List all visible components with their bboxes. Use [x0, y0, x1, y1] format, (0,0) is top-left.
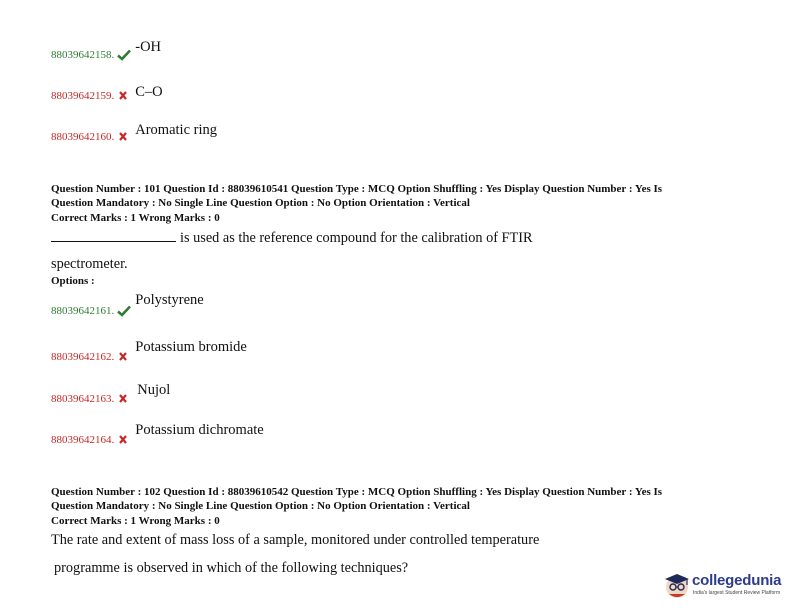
- cross-icon: [117, 90, 131, 102]
- check-icon: [117, 305, 131, 317]
- option-row: [51, 382, 171, 405]
- option-id: 88039642161.: [51, 305, 115, 317]
- option-text: C–O: [135, 84, 163, 100]
- question-text-line: spectrometer.: [51, 256, 128, 272]
- cross-icon: [117, 434, 131, 446]
- option-row: [51, 292, 204, 317]
- question-text-line: is used as the reference compound for the calibration of FTIR: [180, 230, 533, 246]
- option-text: Aromatic ring: [135, 122, 217, 138]
- question-text: [51, 229, 533, 246]
- option-text: Nujol: [137, 382, 171, 398]
- option-id: 88039642164.: [51, 434, 115, 446]
- fill-blank: [51, 229, 176, 242]
- options-label: Options :: [51, 275, 95, 287]
- collegedunia-logo: [662, 570, 786, 604]
- question-meta-line: Question Mandatory : No Single Line Question Option : No Option Orientation : Vertical: [51, 197, 470, 209]
- option-text: -OH: [135, 39, 162, 55]
- option-row: [51, 39, 162, 61]
- logo-wordmark: collegedunia: [692, 572, 782, 589]
- option-text: Polystyrene: [135, 292, 204, 308]
- option-id: 88039642158.: [51, 49, 115, 61]
- logo-tagline: India's largest Student Review Platform: [693, 590, 781, 596]
- option-id: 88039642163.: [51, 393, 115, 405]
- option-text: Potassium bromide: [135, 339, 247, 355]
- question-meta-line: Question Number : 102 Question Id : 88039610542 Question Type : MCQ Option Shuffling : Yes Display Question Number : Yes Is: [51, 486, 663, 498]
- option-id: 88039642160.: [51, 131, 115, 143]
- option-row: [51, 84, 163, 102]
- option-row: [51, 422, 264, 446]
- question-text-line: programme is observed in which of the following techniques?: [54, 560, 409, 576]
- cross-icon: [117, 351, 131, 363]
- question-text-line: The rate and extent of mass loss of a sample, monitored under controlled temperature: [51, 532, 540, 548]
- option-row: [51, 122, 217, 143]
- option-id: 88039642159.: [51, 90, 115, 102]
- marks-line: Correct Marks : 1 Wrong Marks : 0: [51, 212, 220, 224]
- option-id: 88039642162.: [51, 351, 115, 363]
- check-icon: [117, 49, 131, 61]
- option-row: [51, 339, 247, 363]
- graduate-icon: [662, 570, 692, 600]
- option-text: Potassium dichromate: [135, 422, 264, 438]
- cross-icon: [117, 131, 131, 143]
- question-meta-line: Question Mandatory : No Single Line Question Option : No Option Orientation : Vertical: [51, 500, 470, 512]
- marks-line: Correct Marks : 1 Wrong Marks : 0: [51, 515, 220, 527]
- cross-icon: [117, 393, 131, 405]
- question-meta-line: Question Number : 101 Question Id : 88039610541 Question Type : MCQ Option Shuffling : Yes Display Question Number : Yes Is: [51, 183, 663, 195]
